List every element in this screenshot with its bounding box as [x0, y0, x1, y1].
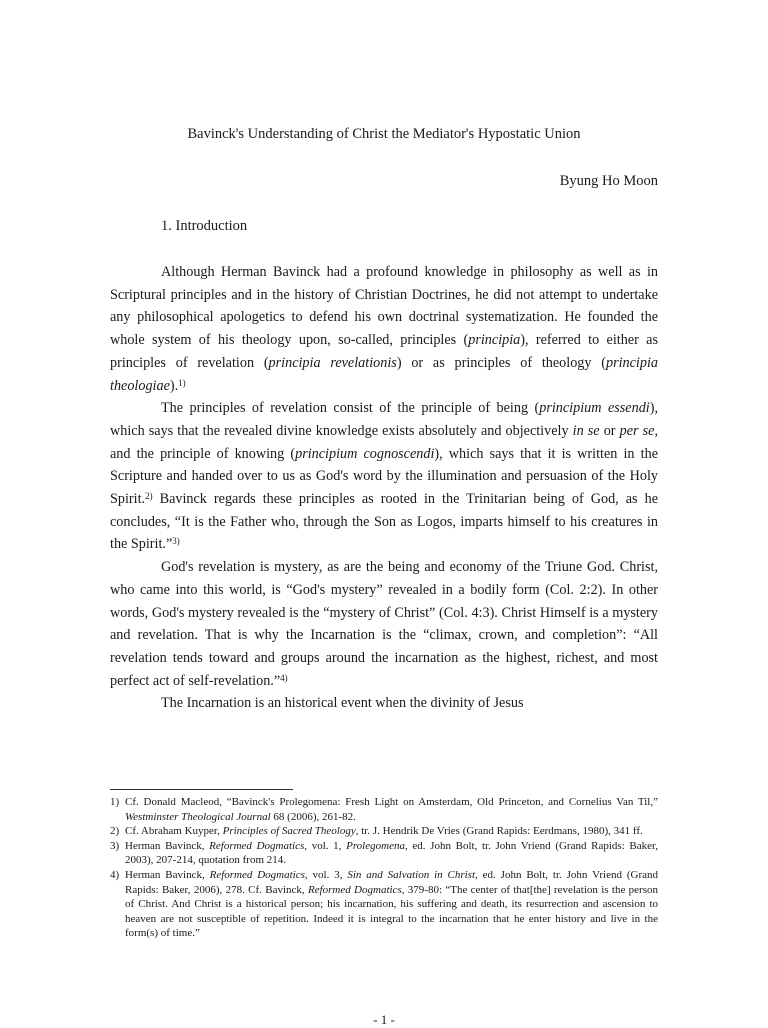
paragraph-2: The principles of revelation consist of the principle of being (principium essendi), which says that the revealed divine knowledge exists absolutely and objectively in se or per se, and the principle of knowing (principium cognoscendi), which says that it is written in the Scripture and handed over to us as God's word by the illumination and persuasion of the Holy Spirit.$^{2)}$ Bavinck regards these principles as rooted in the Trinitarian being of God, as he concludes, “It is the Father who, through the Son as Logos, imparts himself to his creatures in the Spirit.”$^{3)}$	[110, 400, 659, 553]
section-heading: 1. Introduction	[161, 218, 248, 234]
latin-term: principium essendi	[539, 400, 650, 417]
footnote-2: 2) Cf. Abraham Kuyper, Principles of Sacred Theology, tr. J. Hendrik De Vries (Grand Rapids: Eerdmans, 1980), 341 ff.	[110, 825, 643, 838]
footnote-ref-1[interactable]: 1)	[178, 377, 186, 388]
paragraph-3: God's revelation is mystery, as are the being and economy of the Triune God. Christ, who came into this world, is “God's mystery” revealed in a bodily form (Col. 2:2). In other words, God's mystery revealed is the “mystery of Christ” (Col. 4:3). Christ Himself is a mystery and revelation. That is why the Incarnation is the “climax, crown, and completion”: “All revelation tends toward and groups around the incarnation as the highest, richest, and most perfect act of self-revelation.”$^{4)}$	[110, 559, 658, 689]
latin-term: per se	[619, 422, 655, 439]
footnote-4: 4) Herman Bavinck, Reformed Dogmatics, vol. 3, Sin and Salvation in Christ, ed. John Bolt, tr. John Vriend (Grand Rapids: Baker, 2006), 278. Cf. Bavinck, Reformed Dogmatics, 379-80: “The center of that[the] revelation is the person of Christ. And Christ is a historical person; his incarnation, his suffering and death, its resurrection and ascension to heaven are not susceptible of repetition. Indeed it is integral to the incarnation that he enter history and live in the form(s) of time.”	[110, 868, 658, 940]
latin-term: in se	[572, 422, 600, 439]
footnote-3: 3) Herman Bavinck, Reformed Dogmatics, vol. 1, Prolegomena, ed. John Bolt, tr. John Vriend (Grand Rapids: Baker, 2003), 207-214, quotation from 214.	[110, 839, 658, 867]
latin-term: principium cognoscendi	[295, 445, 435, 462]
latin-term: principia revelationis	[268, 354, 397, 371]
latin-term: principia	[468, 332, 521, 349]
latin-term: principia theologiae	[110, 354, 659, 394]
footnote-number: 4)	[110, 868, 120, 881]
footnote-divider	[110, 789, 293, 790]
footnote-ref-4[interactable]: 4)	[280, 672, 288, 683]
paragraph-1: Although Herman Bavinck had a profound knowledge in philosophy as well as in Scriptural principles and in the history of Christian Doctrines, he did not attempt to undertake any philosophical apologetics to defend his own doctrinal systematization. He founded the whole system of his theology upon, so-called, principles (principia), referred to either as principles of revelation (principia revelationis) or as principles of theology (principia theologiae).$^{1)}$	[110, 264, 659, 394]
footnote-1: 1) Cf. Donald Macleod, “Bavinck's Prolegomena: Fresh Light on Amsterdam, Old Princeton, and Cornelius Van Til,” Westminster Theological Journal 68 (2006), 261-82.	[110, 796, 658, 823]
footnotes	[110, 795, 658, 941]
footnote-ref-3[interactable]: 3)	[172, 536, 180, 547]
footnote-number: 2)	[110, 825, 120, 838]
footnote-number: 3)	[110, 839, 120, 852]
paragraph-4: The Incarnation is an historical event when the divinity of Jesus	[161, 695, 524, 712]
body-text	[110, 261, 658, 715]
page-number: - 1 -	[373, 1012, 395, 1027]
footnote-ref-2[interactable]: 2)	[145, 491, 153, 502]
author-name: Byung Ho Moon	[559, 173, 658, 189]
footnote-number: 1)	[110, 796, 120, 808]
paper-title: Bavinck's Understanding of Christ the Mediator's Hypostatic Union	[187, 126, 581, 142]
